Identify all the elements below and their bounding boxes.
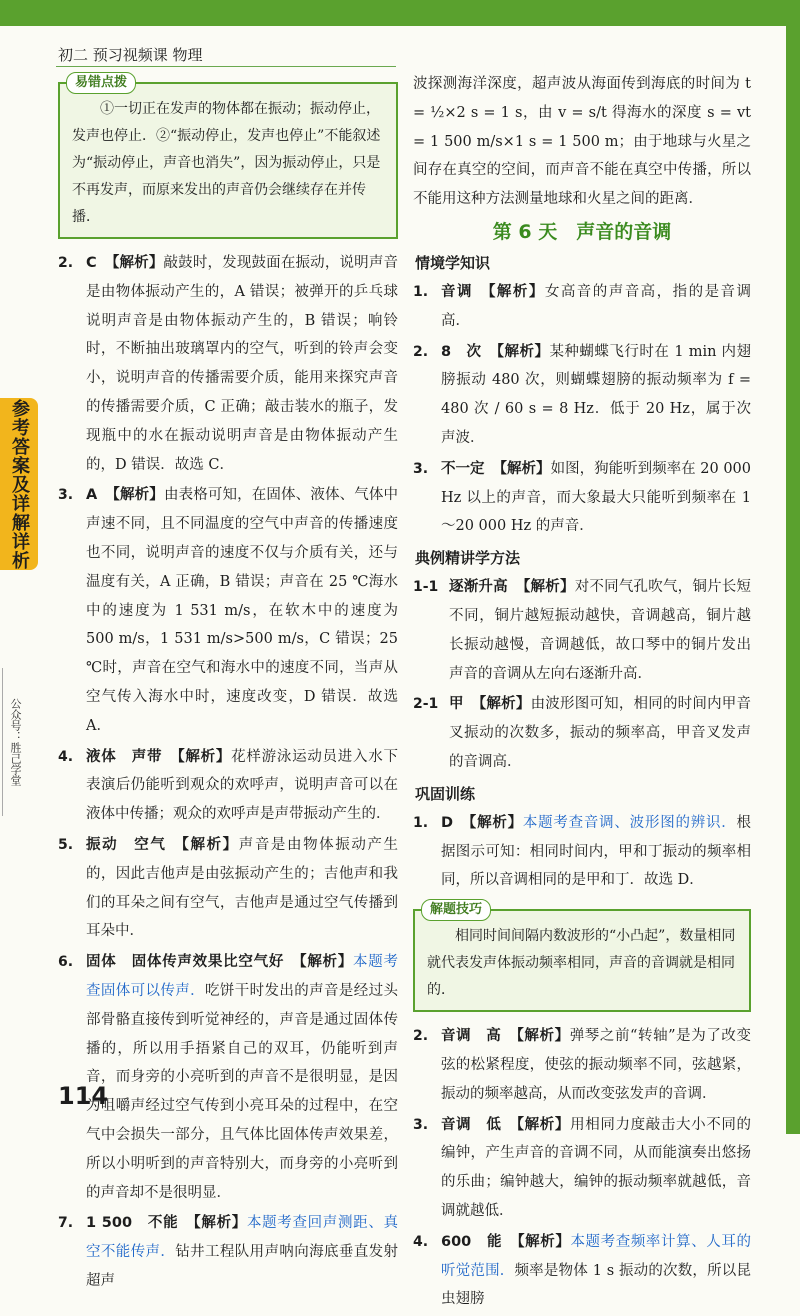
analysis-tag: 【解析】	[492, 460, 551, 477]
item-number: 1.	[413, 814, 429, 831]
item-number: 4.	[413, 1233, 429, 1250]
item-text: 某种蝴蝶飞行时在 1 min 内翅膀振动 480 次，则蝴蝶翅膀的振动频率为 f = 480 次 / 60 s = 8 Hz．低于 20 Hz，属于次声波．	[441, 343, 751, 446]
item-text: 如图，狗能听到频率在 20 000 Hz 以上的声音，而大象最大只能听到频率在 1～20 000 Hz 的声音．	[441, 460, 751, 535]
left-answer-list	[58, 249, 398, 1296]
item-text: 对不同气孔吹气，铜片长短不同，铜片越短振动越快，音调越高，铜片越长振动越慢，音调越低，故口琴中的铜片发出声音的音调从左向右逐渐升高．	[449, 579, 752, 682]
answer-item	[413, 338, 751, 453]
item-number: 4.	[58, 748, 74, 765]
item-text: 花样游泳运动员进入水下表演后仍能听到观众的欢呼声，说明声音可以在液体中传播；观众的欢呼声是声带振动产生的．	[86, 748, 399, 823]
solving-tip-text: 相同时间间隔内数波形的“小凸起”，数量相同就代表发声体振动频率相同，声音的音调就是相同的．	[427, 928, 736, 999]
answer-item	[413, 278, 751, 336]
topic-highlight: 本题考查频率计算、人耳的听觉范围．	[441, 1233, 752, 1279]
item-answer: 固体 固体传声效果比空气好	[86, 954, 285, 971]
item-number: 2.	[413, 343, 429, 360]
answer-item	[413, 809, 751, 895]
side-note: 公众号：胜己学堂	[2, 668, 27, 816]
answer-item	[58, 743, 398, 829]
top-color-bar	[0, 0, 800, 26]
side-tab: 参考答案及详解详析	[0, 398, 38, 570]
analysis-tag: 【解析】	[515, 579, 575, 596]
topic-highlight: 本题考查回声测距、真空不能传声．	[86, 1215, 398, 1261]
answer-item	[413, 690, 751, 776]
item-answer: 600 能	[441, 1233, 503, 1250]
section-title: 第 6 天 声音的音调	[492, 220, 672, 243]
topic-highlight: 本题考查音调、波形图的辨识．	[522, 814, 737, 831]
item-text: 女高音的声音高，指的是音调高．	[441, 283, 752, 329]
item-answer: 音调 低	[441, 1116, 502, 1133]
item-number: 3.	[413, 460, 429, 477]
analysis-tag: 【解析】	[471, 696, 531, 713]
item-text: 敲鼓时，发现鼓面在振动，说明声音是由物体振动产生的，A 错误；被弹开的乒乓球说明声音是由物体振动产生的，B 错误；响铃时，不断抽出玻璃罩内的空气，听到的铃声会变小，说明声音的传播需要介质，能用来探究声音的传播需要介质，C 正确；敲击装水的瓶子，发现瓶中的水在振动说明声音是由物体振动产生的，D 错误．故选 C．	[86, 255, 399, 473]
solving-tip-label: 解题技巧	[421, 899, 491, 921]
answer-item	[58, 948, 398, 1207]
topic-highlight: 本题考查固体可以传声．	[86, 954, 399, 999]
analysis-tag: 【解析】	[480, 283, 545, 300]
analysis-tag: 【解析】	[104, 255, 164, 271]
subhead-practice: 巩固训练	[415, 784, 476, 803]
mistake-tip-label: 易错点拨	[66, 72, 136, 94]
mistake-tip-text: ①一切正在发声的物体都在振动；振动停止，发声也停止．②“振动停止，发声也停止”不能叙述为“振动停止，声音也消失”，因为振动停止，只是不再发声，而原来发出的声音仍会继续存在并传播．	[72, 101, 381, 225]
analysis-tag: 【解析】	[174, 836, 239, 853]
item-number: 3.	[58, 487, 74, 504]
item-number: 6.	[58, 954, 74, 971]
analysis-tag: 【解析】	[186, 1215, 247, 1232]
item-answer: 音调 高	[441, 1028, 502, 1045]
item-number: 1.	[413, 283, 429, 300]
answer-item	[58, 831, 398, 946]
practice-answer-list-a	[413, 809, 751, 895]
analysis-tag: 【解析】	[509, 1028, 570, 1045]
item-text: 声音是由物体振动产生的，因此吉他声是由弦振动产生的；吉他声和我们的耳朵之间有空气，吉他声是通过空气传播到耳朵中．	[86, 836, 399, 940]
item-answer: C	[86, 255, 97, 271]
analysis-tag: 【解析】	[510, 1233, 571, 1250]
analysis-tag: 【解析】	[292, 954, 354, 971]
right-color-bar	[786, 0, 800, 1134]
item-text: 由表格可知，在固体、液体、气体中声速不同，且不同温度的空气中声音的传播速度也不同，说明声音的速度不仅与介质有关，还与温度有关，A 正确，B 错误；声音在 25 ℃海水中的速度为 1 531 m/s，在软木中的速度为 500 m/s，1 531 m/s>500 m/s，C 错误；25 ℃时，声音在空气和海水中的速度不同，当声从空气传入海水中时，速度改变，D 错误．故选 A．	[86, 487, 399, 734]
page-number: 114	[58, 1082, 109, 1110]
answer-item	[413, 1022, 751, 1108]
header-rule	[56, 66, 396, 67]
analysis-tag: 【解析】	[489, 343, 550, 360]
answer-item	[58, 249, 398, 479]
item-text: 由波形图可知，相同的时间内甲音叉振动的次数多，振动的频率高，甲音叉发声的音调高．	[449, 696, 752, 770]
item-answer: 液体 声带	[86, 748, 163, 765]
item-answer: 不一定	[441, 460, 485, 477]
item-answer: 逐渐升高	[449, 579, 508, 596]
item-answer: 振动 空气	[86, 836, 167, 853]
item-text: 吃饼干时发出的声音是经过头部骨骼直接传到听觉神经的，声音是通过固体传播的，所以用手捂紧自己的双耳，仍能听到声音，而身旁的小亮听到的声音不是很明显，是因为咀嚼声经过空气传到小亮耳朵的过程中，在空气中会损失一部分，且气体比固体传声效果差，所以小明听到的声音特别大，而身旁的小亮听到的声音却不是很明显．	[86, 982, 398, 1201]
continuation-text: 波探测海洋深度，超声波从海面传到海底的时间为 t = ½×2 s = 1 s，由 v = s/t 得海水的深度 s = vt = 1 500 m/s×1 s = 1 500 m；由于地球与火星之间存在真空的空间，而声音不能在真空中传播，所以不能用这种方法测量地球和火星之间的距离．	[413, 76, 751, 208]
item-number: 2.	[413, 1028, 429, 1045]
item-number: 2-1	[413, 696, 439, 713]
analysis-tag: 【解析】	[509, 1116, 571, 1133]
left-column	[58, 70, 398, 1298]
item-text: 根据图示可知：相同时间内，甲和丁振动的频率相同，所以音调相同的是甲和丁．故选 D．	[441, 814, 752, 889]
answer-item	[413, 455, 751, 541]
page-header: 初二 预习视频课 物理	[58, 46, 203, 64]
item-text: 用相同力度敲击大小不同的编钟，产生声音的音调不同，从而能演奏出悠扬的乐曲；编钟越大，编钟的振动频率就越低，音调就越低．	[441, 1116, 752, 1219]
item-number: 2.	[58, 255, 74, 271]
answer-item	[413, 1228, 751, 1314]
item-answer: A	[86, 487, 98, 504]
right-column	[413, 70, 751, 1316]
answer-item	[58, 481, 398, 740]
answer-item	[413, 1111, 751, 1226]
answer-item	[58, 1209, 398, 1295]
mistake-tip-box	[58, 75, 398, 239]
analysis-tag: 【解析】	[461, 814, 523, 831]
analysis-tag: 【解析】	[170, 748, 232, 765]
item-answer: 音调	[441, 283, 473, 300]
answer-item	[413, 573, 751, 688]
item-text: 钻井工程队用声呐向海底垂直发射超声	[86, 1244, 398, 1289]
item-answer: 甲	[449, 696, 464, 713]
item-answer: D	[441, 814, 454, 831]
analysis-tag: 【解析】	[105, 487, 164, 504]
item-text: 弹琴之前“转轴”是为了改变弦的松紧程度，使弦的振动频率不同，弦越紧，振动的频率越高，从而改变弦发声的音调．	[441, 1028, 752, 1102]
item-number: 7.	[58, 1215, 74, 1232]
knowledge-answer-list	[413, 278, 751, 541]
item-answer: 8 次	[441, 343, 482, 360]
method-answer-list	[413, 573, 751, 777]
item-text: 频率是物体 1 s 振动的次数，所以昆虫翅膀	[441, 1262, 751, 1308]
subhead-knowledge: 情境学知识	[415, 253, 491, 272]
item-number: 5.	[58, 836, 74, 853]
subhead-method: 典例精讲学方法	[415, 549, 521, 568]
solving-tip-box	[413, 902, 751, 1012]
practice-answer-list-b	[413, 1022, 751, 1314]
item-number: 1-1	[413, 579, 439, 596]
item-number: 3.	[413, 1116, 429, 1133]
item-answer: 1 500 不能	[86, 1215, 179, 1232]
